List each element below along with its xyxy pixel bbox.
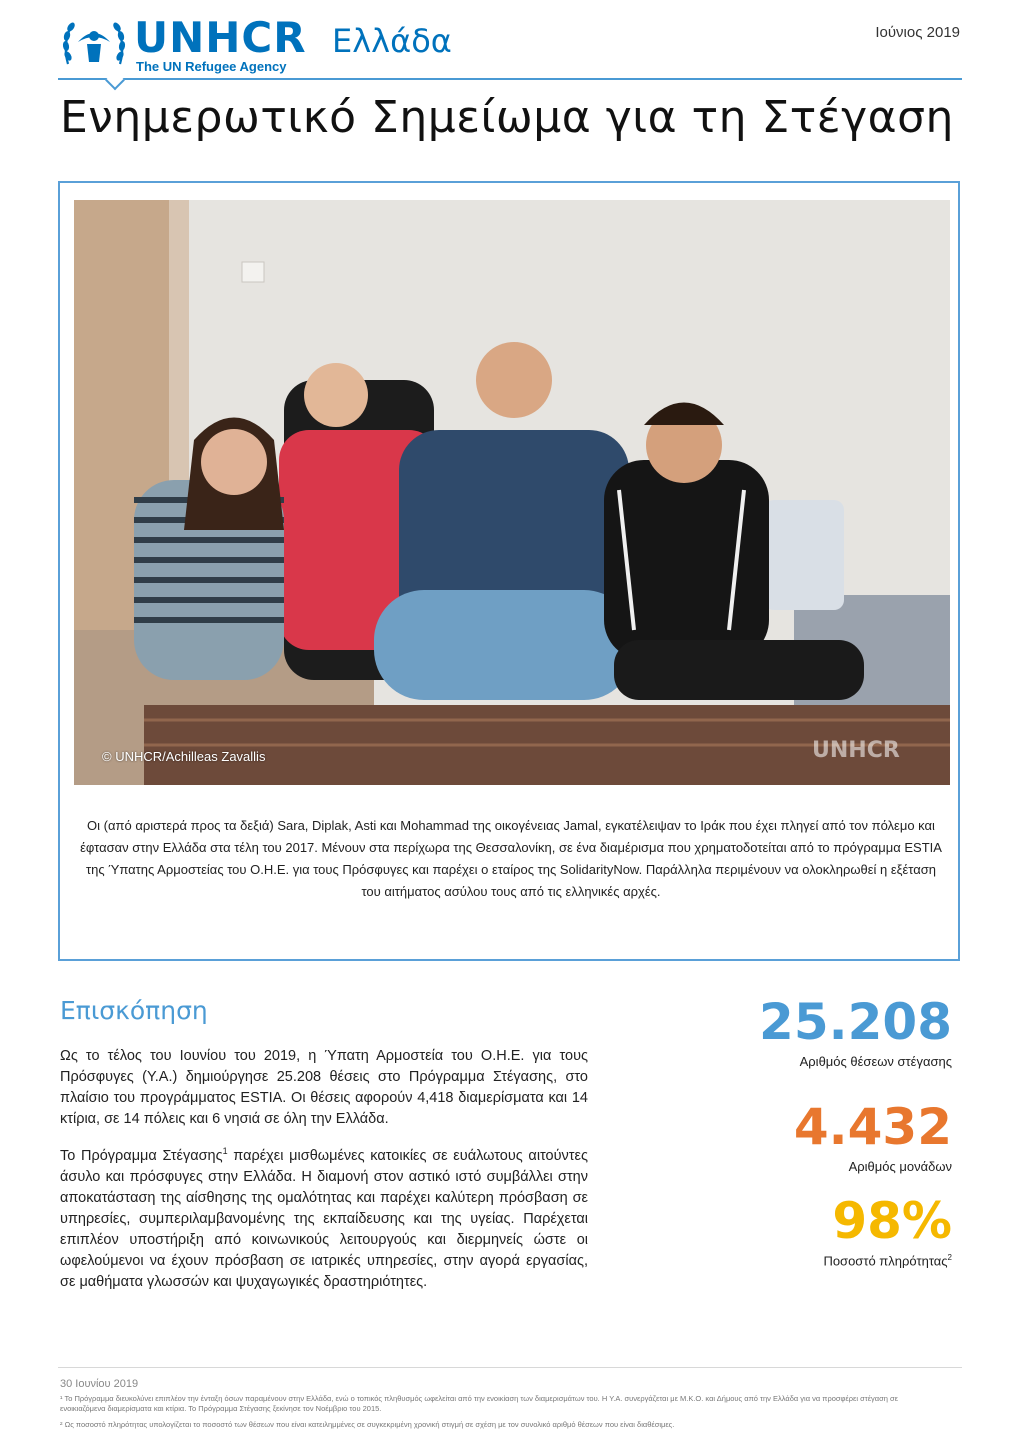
photo-caption: Οι (από αριστερά προς τα δεξιά) Sara, Diplak, Asti και Mohammad της οικογένειας Jamal, εγκατέλειψαν το Ιράκ που έχει πληγεί από τον πόλεμο και έφτασαν στην Ελλάδα στα τέλη του 2017. Μένουν στα περίχωρα της Θεσσαλονίκη, σε ένα διαμέρισμα που χρηματοδοτείται από το πρόγραμμα ESTIA της Ύπατης Αρμοστείας του Ο.Η.Ε. για τους Πρόσφυγες και παρέχει ο εταίρος της SolidarityNow. Παράλληλα περιμένουν να ολοκληρωθεί η εξέταση του αιτήματος ασύλου τους από τις ελληνικές αρχές. (80, 818, 942, 899)
footnote-ref-1: 1 (222, 1146, 228, 1156)
footer-divider (58, 1367, 962, 1368)
header (58, 10, 962, 82)
stat-units (794, 1099, 952, 1174)
stat-value: 4.432 (793, 1098, 952, 1156)
header-divider (58, 78, 962, 80)
unhcr-emblem-icon (58, 14, 130, 74)
stat-occupancy (823, 1193, 952, 1268)
page-title: Ενημερωτικό Σημείωμα για τη Στέγαση (60, 92, 954, 143)
family-photo (74, 200, 950, 785)
stat-label (823, 1253, 952, 1268)
logo-subtitle: The UN Refugee Agency (136, 59, 287, 74)
stat-value: 98% (832, 1192, 952, 1250)
overview-heading: Επισκόπηση (60, 996, 208, 1025)
stat-value: 25.208 (759, 993, 952, 1051)
footnote-1: ¹ Το Πρόγραμμα διευκολύνει επιπλέον την ένταξη όσων παραμένουν στην Ελλάδα, ενώ ο τοπικός πληθυσμός ωφελείται από την ενοικίαση των διαμερισμάτων του. Η Υ.Α. συνεργάζεται με Μ.Κ.Ο. και Δήμους από την Ελλάδα για να προσφέρει στέγαση σε ενοικιαζόμενα διαμερίσματα και κτίρια. Το Πρόγραμμα Στέγασης ξεκίνησε τον Νοέμβριο του 2015. (60, 1394, 898, 1413)
photo-watermark: UNHCR (812, 738, 900, 763)
paragraph-2-rest: παρέχει μισθωμένες κατοικίες σε ευάλωτους αιτούντες άσυλο και πρόσφυγες στην Ελλάδα. Η διαμονή στον αστικό ιστό συμβάλλει στην αποκατάσταση της αίσθησης της ομαλότητας και παρέχει καλύτερη πρόσβαση σε υπηρεσίες, συμπεριλαμβανομένης της εκπαίδευσης και της υγείας. Παρέχεται επιπλέον υποστήριξη από κοινωνικούς λειτουργούς και διερμηνείς ώστε οι ωφελούμενοι να έχουν πρόσβαση σε ιατρικές υπηρεσίες, στην αγορά εργασίας, σε μαθήματα γλωσσών και ψυχαγωγικές δραστηριότητες. (60, 1147, 588, 1290)
stat-label: Αριθμός θέσεων στέγασης (799, 1054, 952, 1069)
photo-credit: © UNHCR/Achilleas Zavallis (102, 749, 266, 764)
footnote-2: ² Ως ποσοστό πληρότητας υπολογίζεται το ποσοστό των θέσεων που είναι κατειλημμένες σε συγκεκριμένη χρονική στιγμή σε σχέση με τον συνολικό αριθμό θέσεων που είναι διαθέσιμες. (60, 1420, 675, 1429)
footnote-ref-2: 2 (947, 1253, 952, 1262)
stat-label-text: Ποσοστό πληρότητας (823, 1253, 948, 1269)
footer-date: 30 Ιουνίου 2019 (60, 1378, 139, 1390)
country-label: Ελλάδα (332, 22, 452, 60)
report-date: Ιούνιος 2019 (875, 24, 960, 41)
stat-places (759, 994, 952, 1069)
paragraph-2-start: Το Πρόγραμμα Στέγασης (60, 1147, 223, 1164)
stat-label: Αριθμός μονάδων (848, 1159, 952, 1174)
overview-paragraph-2 (60, 1141, 588, 1293)
logo-wordmark: UNHCR (134, 13, 307, 62)
overview-paragraph-1: Ως το τέλος του Ιουνίου του 2019, η Ύπατη Αρμοστεία του Ο.Η.Ε. για τους Πρόσφυγες (Υ.Α.) δημιούργησε 25.208 θέσεις στο Πρόγραμμα Στέγασης, στο πλαίσιο του προγράμματος ESTIA. Οι θέσεις αφορούν 4,418 διαμερίσματα και 14 κτίρια, σε 14 πόλεις και 6 νησιά σε όλη την Ελλάδα. (60, 1048, 588, 1127)
